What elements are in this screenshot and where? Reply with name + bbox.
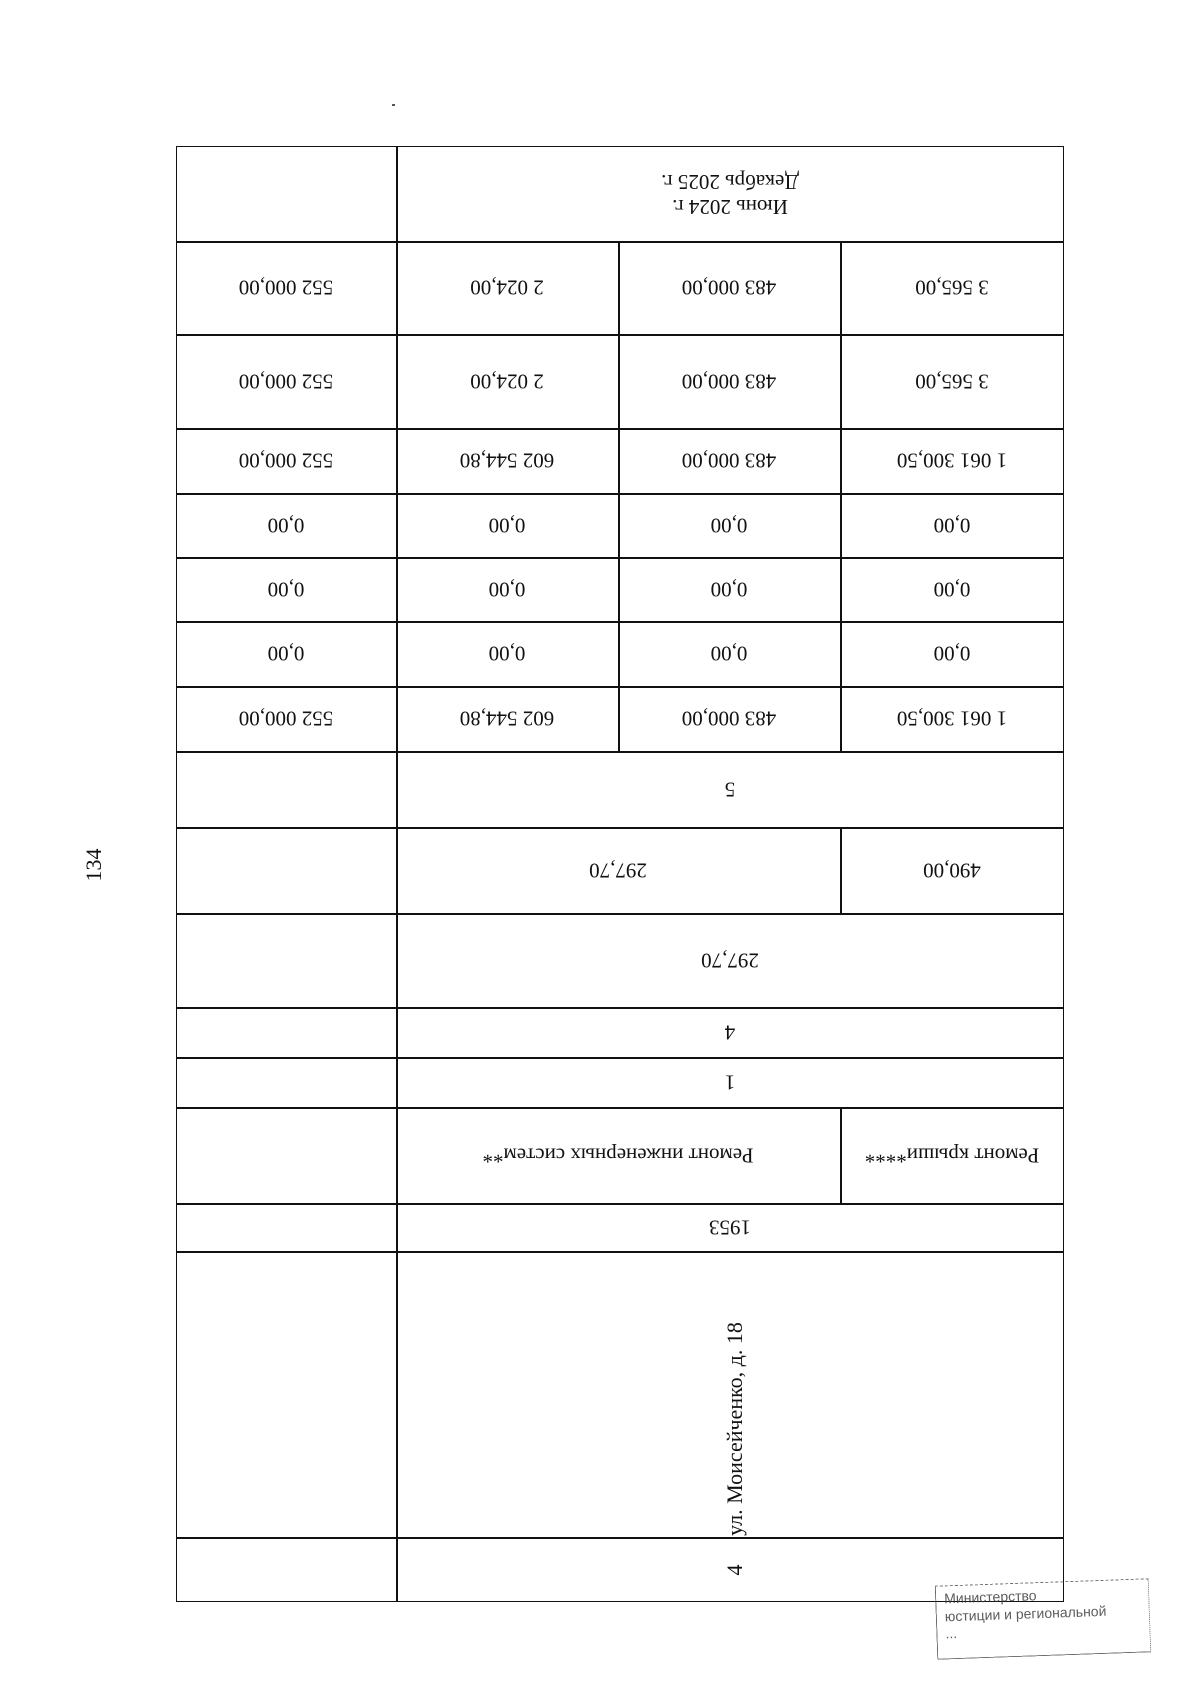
cell-value: 0,00 (710, 513, 748, 538)
cell-value: 2 024,00 (470, 369, 544, 394)
cell-value: 483 000,00 (681, 369, 777, 394)
cell-value: 0,00 (267, 513, 305, 538)
area-value: 297,70 (589, 858, 647, 883)
address: ул. Моисейченко, д. 18 (721, 1322, 747, 1536)
cell-value: 602 544,80 (459, 706, 555, 731)
grid-row-line (177, 913, 1064, 915)
cell-value: 0,00 (710, 641, 748, 666)
ministry-stamp (935, 1578, 1151, 1659)
cell-value: 483 000,00 (681, 706, 777, 731)
grid-row-line (177, 1537, 1064, 1539)
page-number: 134 (81, 848, 106, 882)
grid-row-line (177, 621, 1064, 623)
column-number: 1 (724, 1070, 736, 1095)
grid-row-line (177, 827, 1064, 829)
column-number: 4 (724, 1020, 736, 1045)
cell-value: 0,00 (488, 641, 526, 666)
grid-row-line (177, 751, 1064, 753)
area-total: 297,70 (701, 948, 759, 973)
cell-value: 3 565,00 (915, 275, 989, 300)
cell-value: 3 565,00 (915, 369, 989, 394)
period-start: Июнь 2024 г. (672, 195, 788, 220)
grid-row-line (177, 241, 1064, 243)
build-year: 1953 (709, 1215, 751, 1240)
budget-table (176, 146, 1064, 1602)
grid-row-line (177, 334, 1064, 336)
cell-value: 0,00 (710, 577, 748, 602)
cell-value: 602 544,80 (459, 448, 555, 473)
grid-line-inner (840, 827, 842, 913)
grid-row-line (177, 493, 1064, 495)
cell-value: 1 061 300,50 (896, 706, 1008, 731)
grid-row-line (177, 1107, 1064, 1109)
cell-value: 483 000,00 (681, 448, 777, 473)
grid-line-inner (840, 1107, 842, 1203)
cell-value: 1 061 300,50 (896, 448, 1008, 473)
cell-value: 552 000,00 (238, 369, 334, 394)
grid-row-line (177, 1007, 1064, 1009)
cell-value: 2 024,00 (470, 275, 544, 300)
stamp-line: ... (945, 1625, 958, 1642)
cell-value: 483 000,00 (681, 275, 777, 300)
cell-value: 0,00 (488, 577, 526, 602)
period-end: Декабрь 2025 г. (661, 170, 799, 194)
stamp-line: юстиции и региональной (944, 1602, 1107, 1624)
cell-value: 0,00 (267, 577, 305, 602)
work-engineering: Ремонт инженерных систем** (482, 1143, 754, 1168)
grid-line-inner (618, 241, 620, 751)
cell-value: 0,00 (267, 641, 305, 666)
column-number: 5 (724, 777, 736, 802)
grid-line-inner (840, 241, 842, 751)
period-cell (661, 169, 799, 219)
work-roof: Ремонт крыши**** (864, 1143, 1040, 1168)
grid-row-line (177, 1057, 1064, 1059)
cell-value: 552 000,00 (238, 706, 334, 731)
grid-row-line (177, 1251, 1064, 1253)
grid-row-line (177, 686, 1064, 688)
cell-value: 0,00 (933, 641, 971, 666)
stamp-line: Министерство (943, 1587, 1037, 1607)
cell-value: 0,00 (933, 513, 971, 538)
row-number: 4 (721, 1564, 747, 1576)
area-value: 490,00 (923, 858, 981, 883)
grid-line-left-column (396, 147, 398, 1602)
grid-row-line (177, 428, 1064, 430)
grid-row-line (177, 557, 1064, 559)
scan-speck (392, 104, 395, 106)
cell-value: 552 000,00 (238, 448, 334, 473)
cell-value: 552 000,00 (238, 275, 334, 300)
cell-value: 0,00 (933, 577, 971, 602)
grid-row-line (177, 1203, 1064, 1205)
cell-value: 0,00 (488, 513, 526, 538)
